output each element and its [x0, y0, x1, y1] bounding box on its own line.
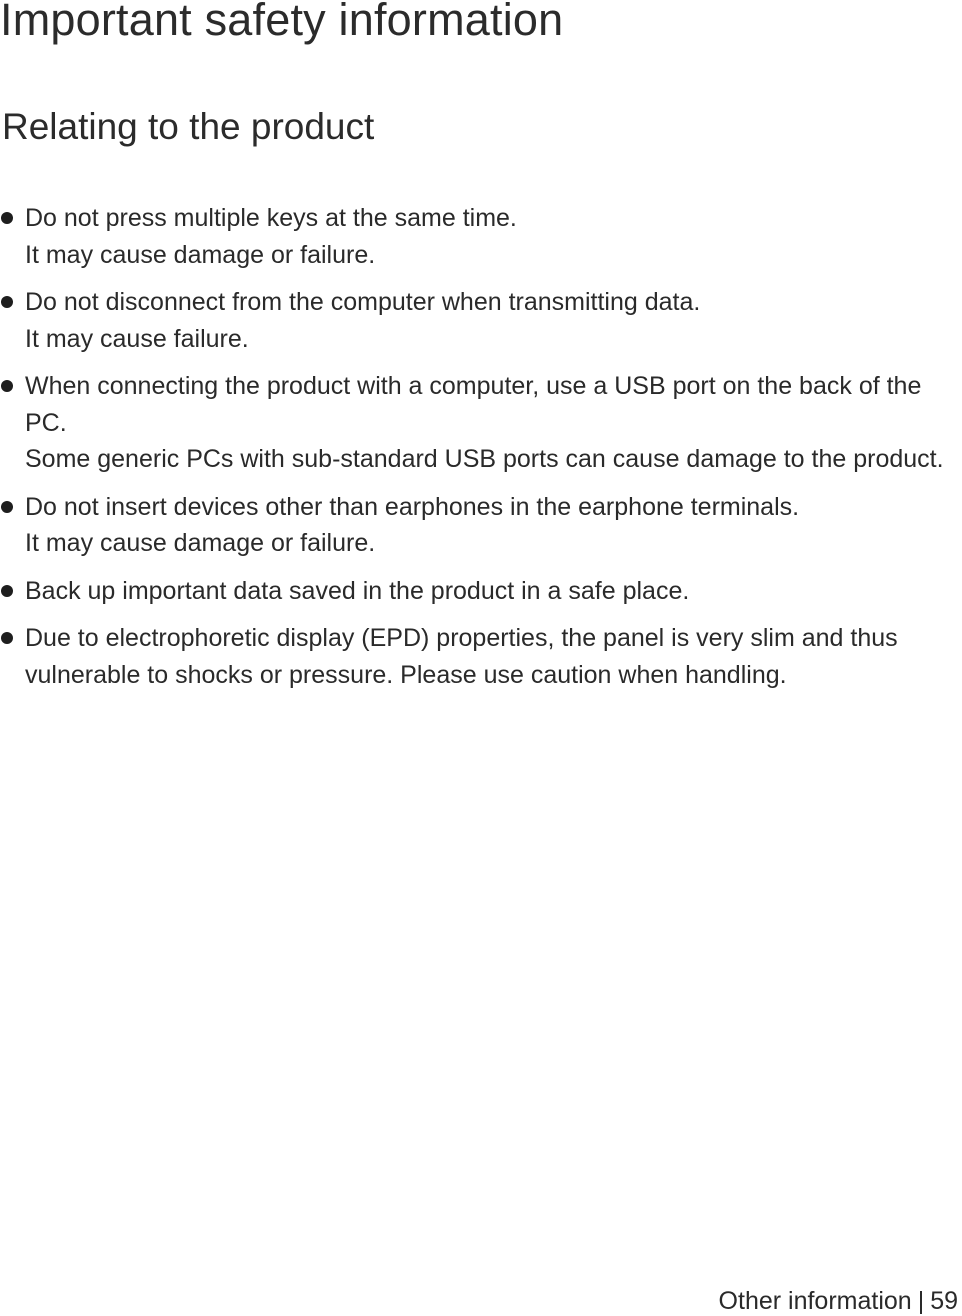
- bullet-text: It may cause damage or failure.: [25, 240, 376, 269]
- page-footer: [719, 1287, 958, 1316]
- bullet-item-epd: [0, 620, 962, 693]
- bullet-item-usb-port: [0, 368, 962, 478]
- page-title: Important safety information: [0, 0, 564, 45]
- bullet-dot-icon: [1, 501, 13, 513]
- bullet-item-earphone: [0, 489, 962, 562]
- section-title: Relating to the product: [2, 106, 375, 147]
- footer-section-label: Other information: [718, 1287, 912, 1315]
- bullet-dot-icon: [1, 296, 13, 308]
- bullet-item-disconnect: [0, 284, 962, 357]
- bullet-text: It may cause failure.: [25, 324, 249, 353]
- bullet-text: Due to electrophoretic display (EPD) properties, the panel is very slim and thus vulnerable to shocks or pressure. Please use caution when handling.: [25, 624, 898, 689]
- bullet-text: When connecting the product with a computer, use a USB port on the back of the PC.: [25, 372, 922, 437]
- page-number: 59: [930, 1287, 958, 1315]
- bullet-text: Back up important data saved in the product in a safe place.: [25, 576, 690, 605]
- bullet-dot-icon: [1, 212, 13, 224]
- bullet-text: Do not disconnect from the computer when transmitting data.: [25, 288, 701, 316]
- footer-separator: |: [917, 1287, 925, 1315]
- bullet-text: Do not press multiple keys at the same time.: [25, 204, 517, 232]
- bullet-text: It may cause damage or failure.: [25, 529, 376, 557]
- bullet-item-keys: [0, 200, 962, 273]
- bullet-text: Some generic PCs with sub-standard USB ports can cause damage to the product.: [25, 445, 944, 473]
- bullet-dot-icon: [1, 632, 13, 644]
- bullet-dot-icon: [1, 380, 13, 392]
- bullet-item-backup: [0, 573, 962, 610]
- bullet-text: Do not insert devices other than earphones in the earphone terminals.: [25, 492, 800, 521]
- bullet-dot-icon: [1, 585, 13, 597]
- safety-bullet-list: [0, 200, 962, 704]
